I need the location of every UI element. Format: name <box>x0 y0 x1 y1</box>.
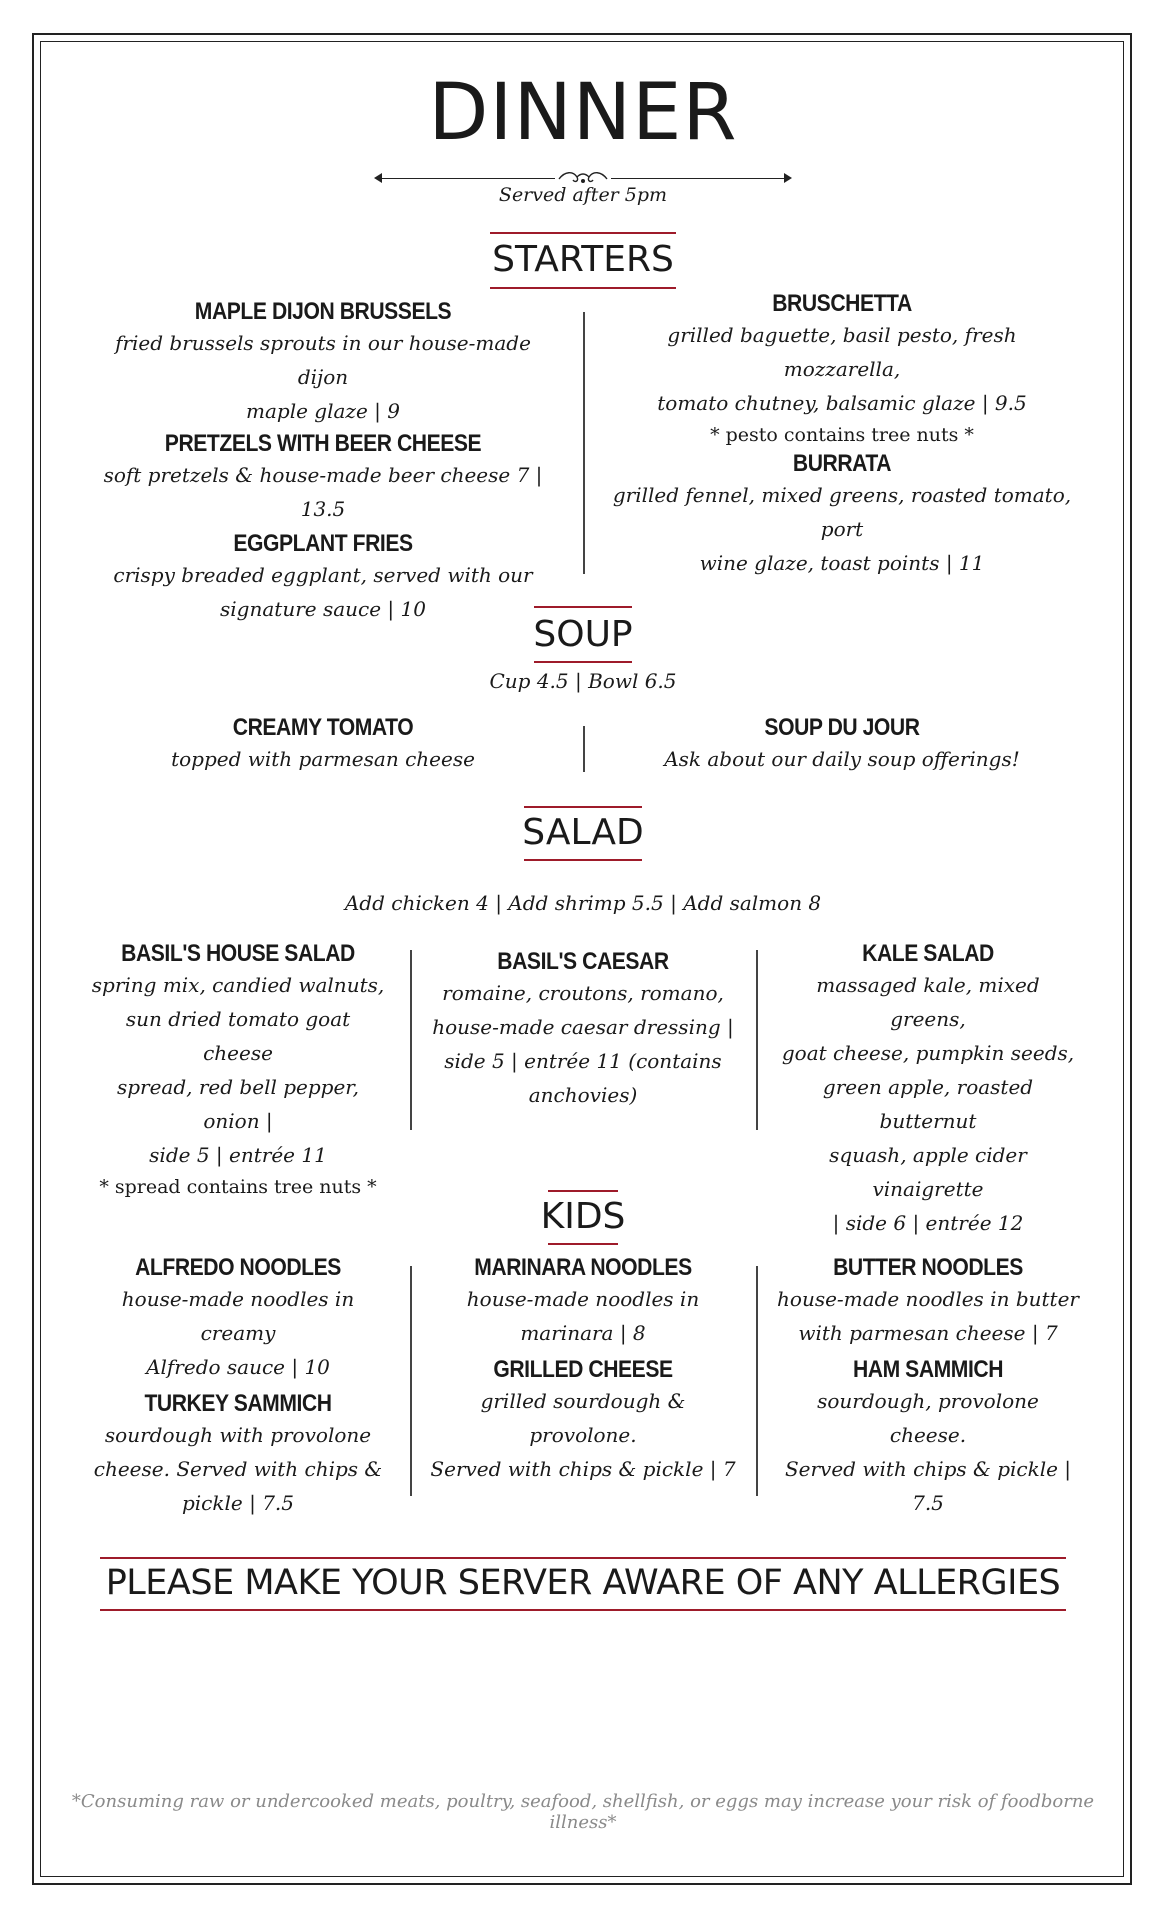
item-description: house-made noodles in creamy <box>121 1287 355 1345</box>
kids-column-divider-2 <box>756 1266 758 1496</box>
item-description: cheese. Served with chips & <box>93 1457 383 1481</box>
item-description: fried brussels sprouts in our house-made dijon <box>115 331 531 389</box>
divider-right-arrow <box>784 173 792 183</box>
starters-column-divider <box>583 312 585 574</box>
kids-column-2 <box>430 1254 736 1486</box>
item-name: BURRATA <box>792 450 892 477</box>
kids-column-divider-1 <box>410 1266 412 1496</box>
allergen-note: * spread contains tree nuts * <box>99 1176 377 1198</box>
starters-left-column <box>88 298 558 626</box>
item-description: grilled baguette, basil pesto, fresh mozzarella, <box>667 323 1017 381</box>
allergy-notice: PLEASE MAKE YOUR SERVER AWARE OF ANY ALLERGIES <box>105 1563 1061 1603</box>
item-description: maple glaze | 9 <box>246 399 400 423</box>
item-description: side 5 | entrée 11 (contains <box>444 1049 722 1073</box>
item-name: TURKEY SAMMICH <box>144 1390 332 1417</box>
item-description: soft pretzels & house-made beer cheese 7 | 13.5 <box>103 463 543 521</box>
item-name: GRILLED CHEESE <box>493 1356 673 1383</box>
soup-column-divider <box>583 726 585 772</box>
salad-column-3 <box>776 940 1080 1240</box>
item-name: ALFREDO NOODLES <box>135 1254 341 1281</box>
item-description: spread, red bell pepper, onion | <box>116 1075 360 1133</box>
item-description: wine glaze, toast points | 11 <box>699 551 985 575</box>
item-name: BRUSCHETTA <box>772 290 912 317</box>
item-description: tomato chutney, balsamic glaze | 9.5 <box>657 391 1027 415</box>
soup-right-column <box>606 714 1078 776</box>
kids-rule-bottom <box>548 1243 618 1245</box>
salad-column-1 <box>88 940 388 1202</box>
salad-rule-top <box>524 806 642 808</box>
soup-left-column <box>88 714 558 776</box>
starters-right-column <box>606 290 1078 580</box>
kids-rule-top <box>548 1190 618 1192</box>
item-description: green apple, roasted butternut <box>822 1075 1034 1133</box>
kids-column-3 <box>776 1254 1080 1520</box>
item-name: CREAMY TOMATO <box>232 714 414 741</box>
item-name: PRETZELS WITH BEER CHEESE <box>164 430 482 457</box>
item-description: Ask about our daily soup offerings! <box>664 747 1020 771</box>
item-name: SOUP DU JOUR <box>764 714 920 741</box>
starters-rule-top <box>490 232 676 234</box>
item-description: Served with chips & pickle | 7.5 <box>784 1457 1072 1515</box>
soup-prices: Cup 4.5 | Bowl 6.5 <box>489 669 677 693</box>
allergen-note: * pesto contains tree nuts * <box>710 424 974 446</box>
item-name: BUTTER NOODLES <box>833 1254 1023 1281</box>
item-description: Alfredo sauce | 10 <box>146 1355 330 1379</box>
item-name: BASIL'S CAESAR <box>497 948 669 975</box>
item-description: grilled fennel, mixed greens, roasted tomato, port <box>612 483 1072 541</box>
item-description: house-made noodles in <box>466 1287 700 1311</box>
item-name: KALE SALAD <box>862 940 994 967</box>
menu-title: DINNER <box>428 68 738 158</box>
item-description: side 5 | entrée 11 <box>149 1143 327 1167</box>
allergy-rule-top <box>100 1557 1066 1559</box>
kids-column-1 <box>88 1254 388 1520</box>
item-description: sun dried tomato goat cheese <box>125 1007 351 1065</box>
salad-column-divider-2 <box>756 950 758 1130</box>
salad-column-2 <box>430 948 736 1112</box>
item-description: squash, apple cider vinaigrette <box>829 1143 1027 1201</box>
item-name: MAPLE DIJON BRUSSELS <box>194 298 452 325</box>
item-description: topped with parmesan cheese <box>171 747 475 771</box>
soup-rule-top <box>534 606 632 608</box>
item-description: spring mix, candied walnuts, <box>91 973 385 997</box>
item-description: sourdough with provolone <box>104 1423 372 1447</box>
item-description: massaged kale, mixed greens, <box>816 973 1040 1031</box>
item-description: | side 6 | entrée 12 <box>832 1211 1024 1235</box>
item-description: crispy breaded eggplant, served with our <box>113 563 533 587</box>
item-description: marinara | 8 <box>520 1321 646 1345</box>
item-description: pickle | 7.5 <box>181 1491 294 1515</box>
kids-heading: KIDS <box>540 1196 626 1237</box>
item-description: sourdough, provolone cheese. <box>817 1389 1039 1447</box>
item-description: house-made caesar dressing | <box>432 1015 734 1039</box>
allergy-rule-bottom <box>100 1609 1066 1611</box>
item-description: house-made noodles in butter <box>777 1287 1079 1311</box>
item-name: BASIL'S HOUSE SALAD <box>121 940 355 967</box>
item-description: anchovies) <box>528 1083 638 1107</box>
item-description: goat cheese, pumpkin seeds, <box>781 1041 1075 1065</box>
starters-heading: STARTERS <box>492 239 674 280</box>
item-name: MARINARA NOODLES <box>474 1254 692 1281</box>
starters-rule-bottom <box>490 287 676 289</box>
soup-heading: SOUP <box>533 614 633 655</box>
item-description: romaine, croutons, romano, <box>442 981 724 1005</box>
salad-addons: Add chicken 4 | Add shrimp 5.5 | Add salmon 8 <box>344 891 822 915</box>
salad-rule-bottom <box>524 859 642 861</box>
item-description: grilled sourdough & provolone. <box>480 1389 686 1447</box>
item-name: EGGPLANT FRIES <box>233 530 413 557</box>
item-description: signature sauce | 10 <box>220 597 426 621</box>
salad-column-divider-1 <box>410 950 412 1130</box>
menu-subtitle: Served after 5pm <box>498 184 668 206</box>
item-name: HAM SAMMICH <box>852 1356 1004 1383</box>
soup-rule-bottom <box>534 661 632 663</box>
foodborne-illness-disclaimer: *Consuming raw or undercooked meats, poultry, seafood, shellfish, or eggs may increase your risk of foodborne illness* <box>71 1791 1095 1833</box>
item-description: Served with chips & pickle | 7 <box>430 1457 736 1481</box>
item-description: with parmesan cheese | 7 <box>798 1321 1058 1345</box>
divider-left-arrow <box>374 173 382 183</box>
salad-heading: SALAD <box>522 812 644 853</box>
